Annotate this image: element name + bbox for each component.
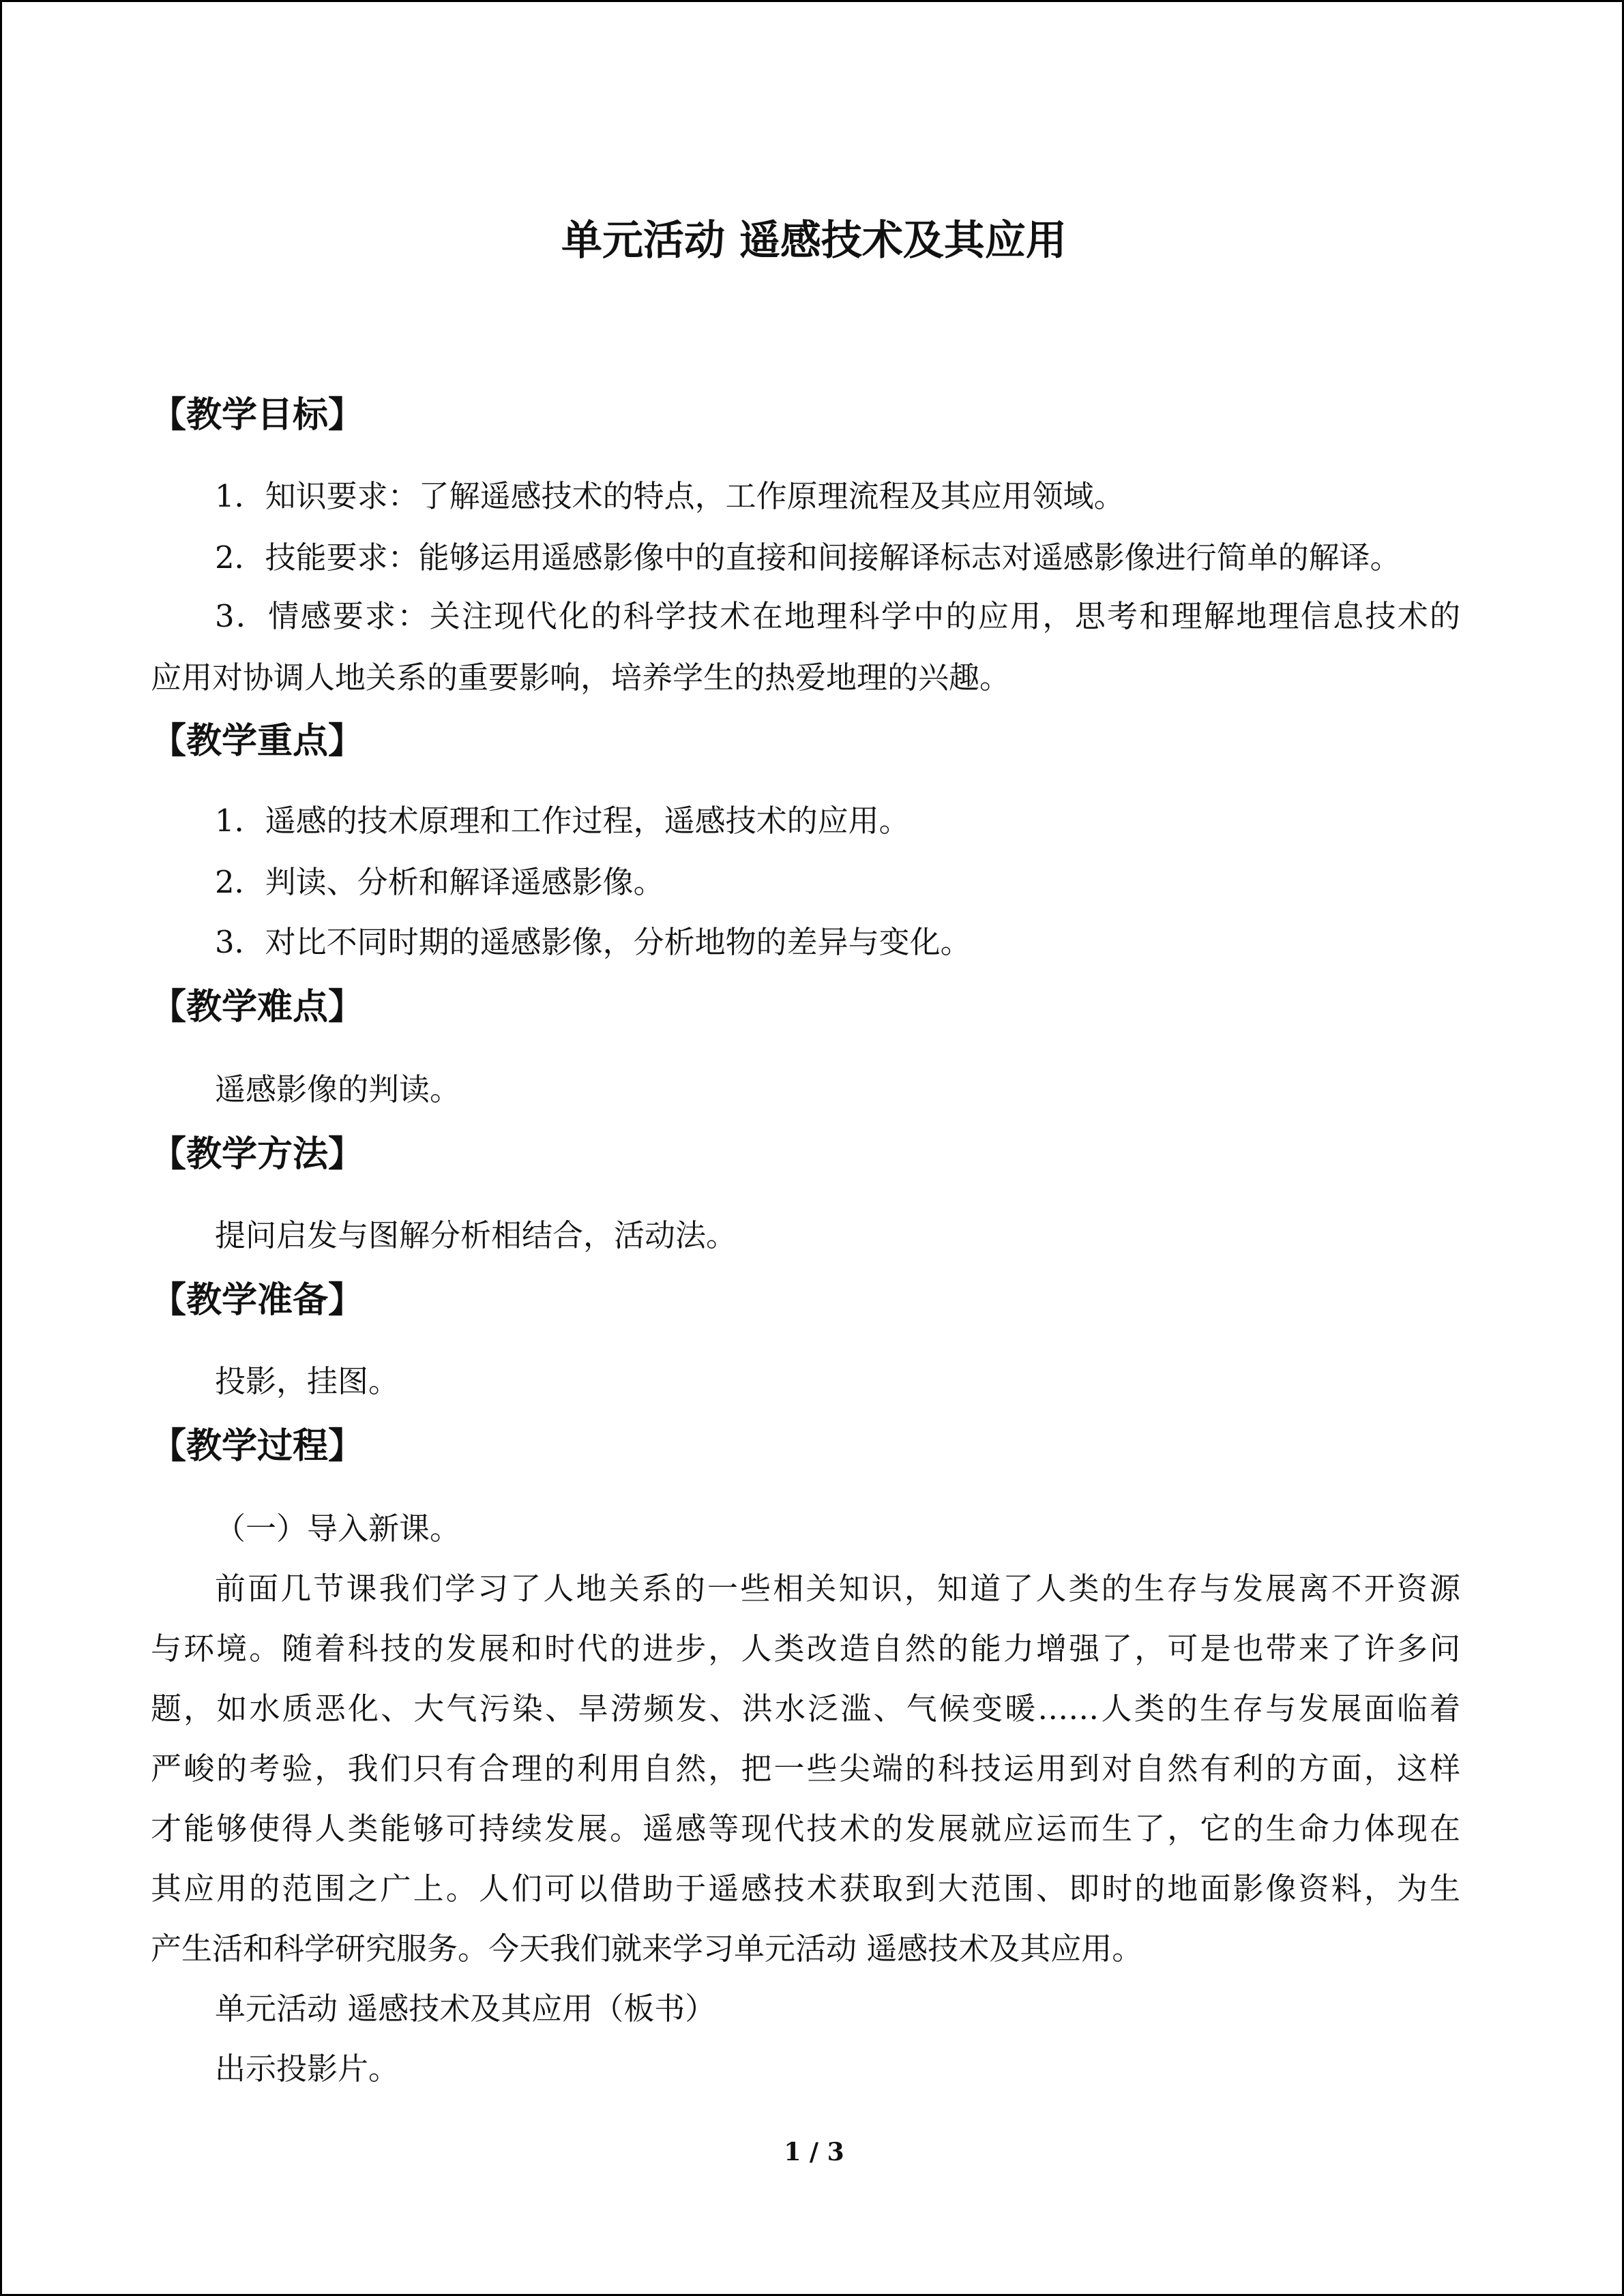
key-point-line-3: 3．对比不同时期的遥感影像，分析地物的差异与变化。 <box>215 924 971 960</box>
process-line-4: 题，如水质恶化、大气污染、旱涝频发、洪水泛滥、气候变暖……人类的生存与发展面临着 <box>151 1690 1460 1727</box>
page-number: 1 / 3 <box>784 2138 844 2166</box>
key-point-line-2: 2．判读、分析和解译遥感影像。 <box>215 864 664 900</box>
process-line-5: 严峻的考验，我们只有合理的利用自然，把一些尖端的科技运用到对自然有利的方面，这样 <box>151 1750 1460 1787</box>
objective-line-1: 1．知识要求：了解遥感技术的特点，工作原理流程及其应用领域。 <box>215 478 1125 514</box>
heading-preparation: 【教学准备】 <box>151 1279 364 1321</box>
page-title: 单元活动 遥感技术及其应用 <box>561 217 1067 265</box>
process-line-2: 前面几节课我们学习了人地关系的一些相关知识，知道了人类的生存与发展离不开资源 <box>215 1570 1460 1607</box>
process-line-10: 出示投影片。 <box>215 2051 400 2087</box>
heading-objectives: 【教学目标】 <box>151 394 364 436</box>
heading-key-points: 【教学重点】 <box>151 720 364 762</box>
heading-process: 【教学过程】 <box>151 1425 364 1467</box>
objective-line-2: 2．技能要求：能够运用遥感影像中的直接和间接解译标志对遥感影像进行简单的解译。 <box>215 539 1401 576</box>
process-line-7: 其应用的范围之广上。人们可以借助于遥感技术获取到大范围、即时的地面影像资料，为生 <box>151 1870 1460 1907</box>
objective-line-4: 应用对协调人地关系的重要影响，培养学生的热爱地理的兴趣。 <box>151 659 1011 696</box>
heading-difficulties: 【教学难点】 <box>151 986 364 1028</box>
difficulty-line-1: 遥感影像的判读。 <box>215 1071 461 1107</box>
process-line-1: （一）导入新课。 <box>215 1510 461 1547</box>
process-line-9: 单元活动 遥感技术及其应用（板书） <box>215 1991 716 2027</box>
process-line-6: 才能够使得人类能够可持续发展。遥感等现代技术的发展就应运而生了，它的生命力体现在 <box>151 1810 1460 1847</box>
heading-methods: 【教学方法】 <box>151 1133 364 1175</box>
preparation-line-1: 投影，挂图。 <box>215 1363 400 1399</box>
method-line-1: 提问启发与图解分析相结合，活动法。 <box>215 1217 737 1253</box>
objective-line-3: 3．情感要求：关注现代化的科学技术在地理科学中的应用，思考和理解地理信息技术的 <box>215 598 1460 634</box>
process-line-8: 产生活和科学研究服务。今天我们就来学习单元活动 遥感技术及其应用。 <box>151 1930 1143 1967</box>
process-line-3: 与环境。随着科技的发展和时代的进步，人类改造自然的能力增强了，可是也带来了许多问 <box>151 1630 1460 1667</box>
key-point-line-1: 1．遥感的技术原理和工作过程，遥感技术的应用。 <box>215 803 910 839</box>
